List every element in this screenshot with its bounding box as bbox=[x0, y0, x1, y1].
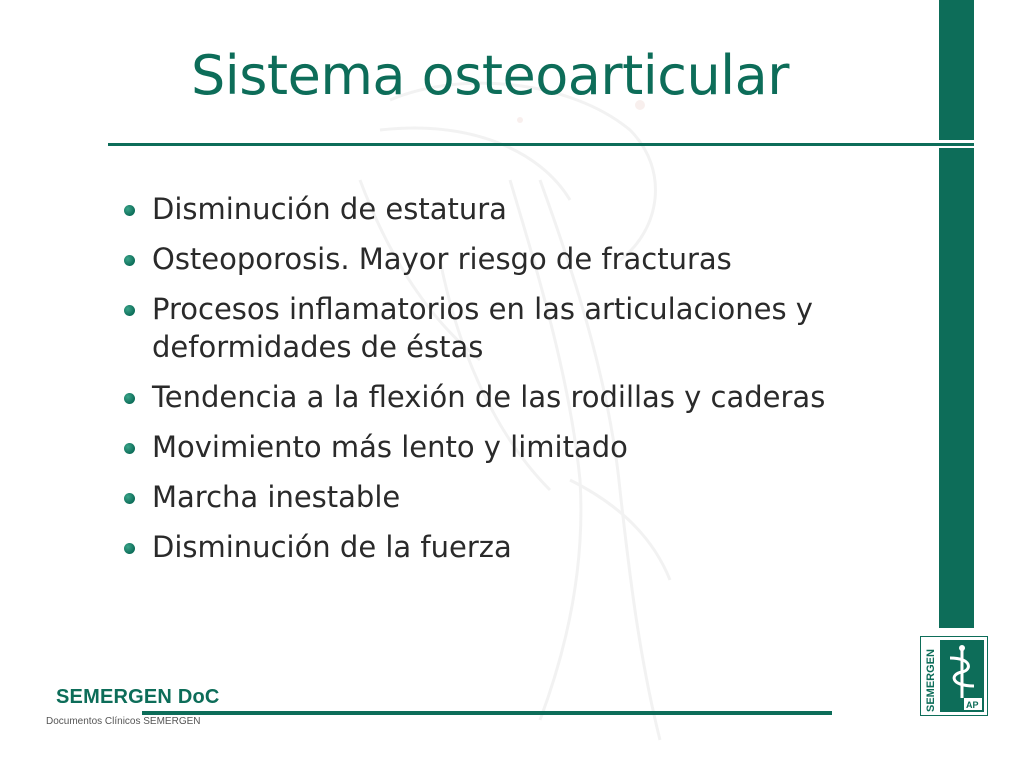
bullet-list bbox=[120, 190, 910, 578]
bullet-item bbox=[120, 528, 910, 566]
bullet-item bbox=[120, 428, 910, 466]
side-accent-bar-bottom bbox=[939, 148, 974, 628]
bullet-item bbox=[120, 378, 910, 416]
bullet-dot-icon bbox=[124, 543, 135, 554]
logo-badge: AP bbox=[966, 700, 979, 710]
bullet-dot-icon bbox=[124, 305, 135, 316]
semergen-logo-icon bbox=[920, 636, 988, 716]
bullet-text: Marcha inestable bbox=[152, 480, 401, 514]
side-accent-bar-top bbox=[939, 0, 974, 140]
bullet-text: Procesos inflamatorios en las articulaciones y deformidades de éstas bbox=[152, 292, 813, 364]
footer-divider bbox=[142, 711, 832, 715]
slide-title: Sistema osteoarticular bbox=[191, 44, 789, 107]
bullet-dot-icon bbox=[124, 443, 135, 454]
footer-brand: SEMERGEN DoC bbox=[56, 686, 220, 708]
bullet-item bbox=[120, 478, 910, 516]
bullet-text: Disminución de la fuerza bbox=[152, 530, 512, 564]
bullet-item bbox=[120, 240, 910, 278]
bullet-item bbox=[120, 190, 910, 228]
bullet-dot-icon bbox=[124, 255, 135, 266]
title-divider-accent bbox=[938, 143, 974, 146]
footer-subtitle: Documentos Clínicos SEMERGEN bbox=[46, 716, 201, 727]
bullet-item bbox=[120, 290, 910, 366]
bullet-text: Disminución de estatura bbox=[152, 192, 507, 226]
bullet-dot-icon bbox=[124, 205, 135, 216]
bullet-dot-icon bbox=[124, 493, 135, 504]
bullet-text: Movimiento más lento y limitado bbox=[152, 430, 628, 464]
bullet-text: Tendencia a la flexión de las rodillas y caderas bbox=[152, 380, 826, 414]
title-divider bbox=[108, 143, 938, 146]
bullet-text: Osteoporosis. Mayor riesgo de fracturas bbox=[152, 242, 732, 276]
bullet-dot-icon bbox=[124, 393, 135, 404]
logo-text: SEMERGEN bbox=[925, 649, 937, 712]
